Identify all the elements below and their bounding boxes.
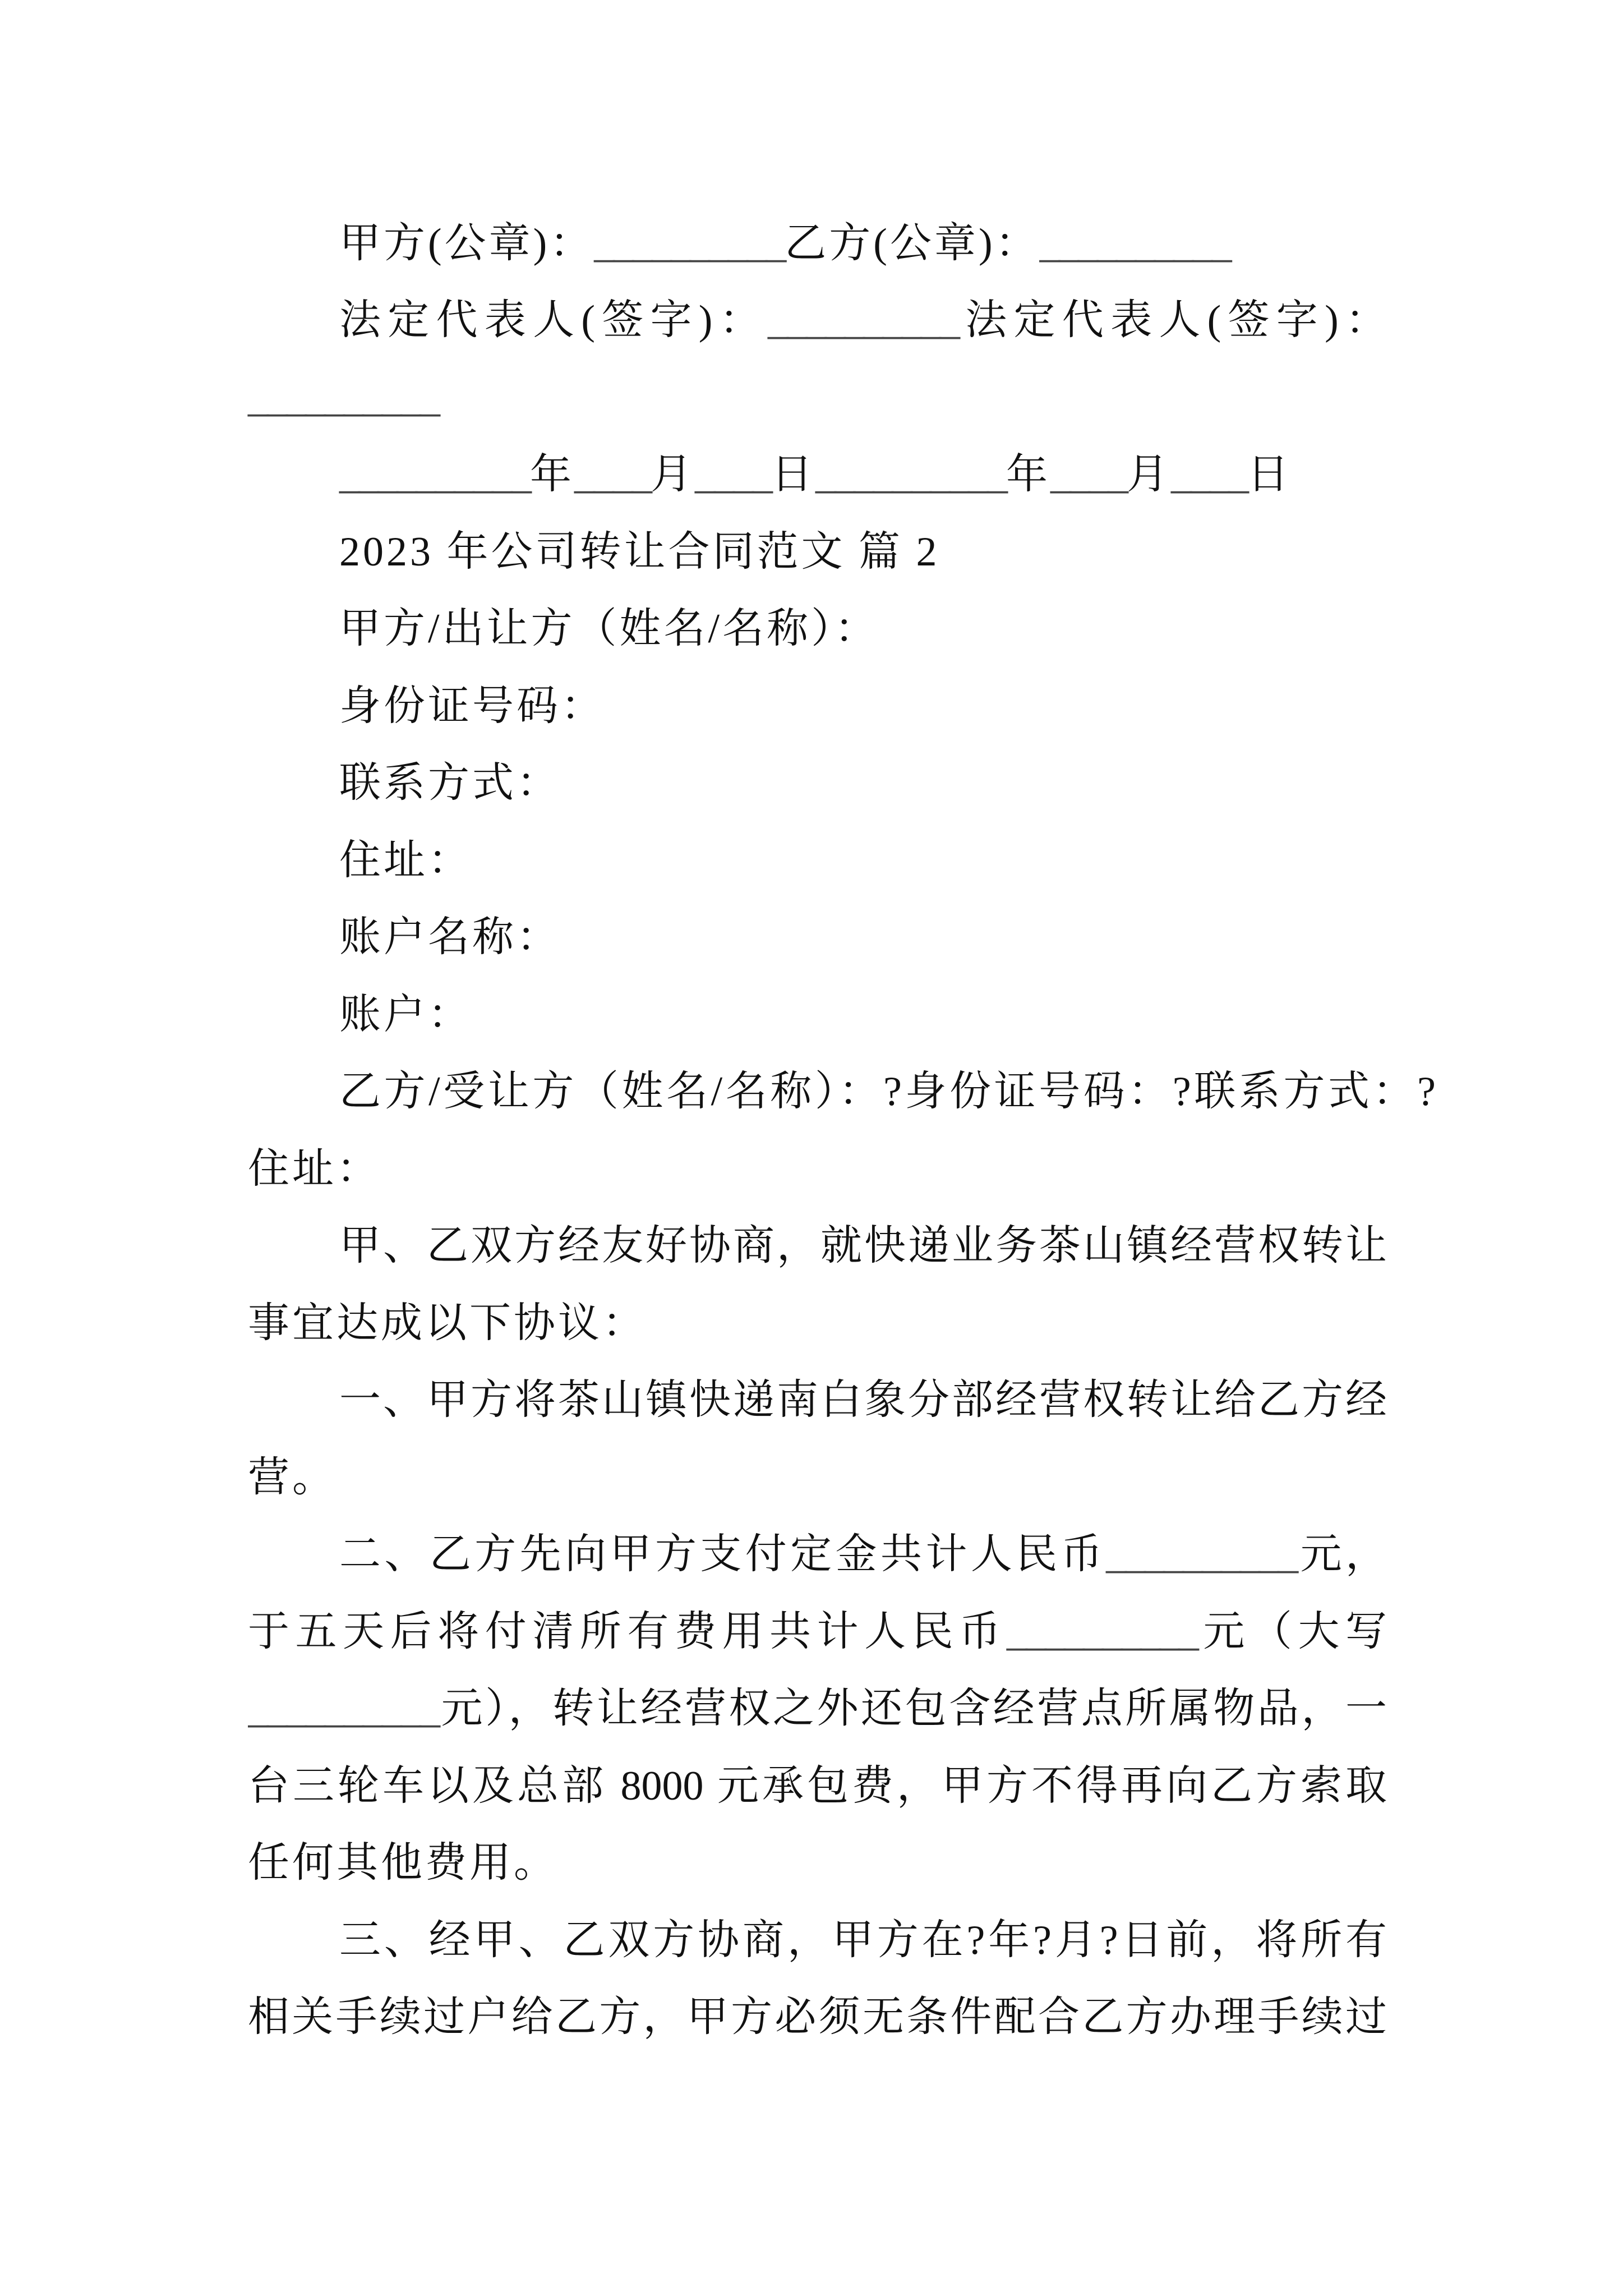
clause-2-deposit-text: 二、乙方先向甲方支付定金共计人民币 xyxy=(339,1531,1106,1577)
date-line xyxy=(339,447,1292,503)
party-b-month-unit: 月 xyxy=(1127,452,1171,498)
party-a-representative-label: 法定代表人(签字)： xyxy=(339,297,768,343)
party-b-representative-label: 法定代表人(签字)： xyxy=(958,297,1387,343)
representative-line xyxy=(339,292,1387,348)
party-a-contact-label: 联系方式： xyxy=(339,760,561,806)
party-b-seal-blank: __________ xyxy=(1039,220,1230,266)
clause-2-line-5: 任何其他费用。 xyxy=(248,1840,558,1886)
party-b-year-unit: 年 xyxy=(1006,452,1050,498)
clause-2-total-text: 于五天后将付清所有费用共计人民币 xyxy=(248,1609,1007,1655)
party-a-representative-blank: __________ xyxy=(768,297,958,343)
clause-2-total-unit: 元（大写 xyxy=(1197,1609,1387,1655)
party-b-representative-blank: __________ xyxy=(248,375,439,421)
clause-1-line-1: 一、甲方将茶山镇快递南白象分部经营权转让给乙方经 xyxy=(339,1377,1387,1423)
deposit-amount-blank: __________ xyxy=(1106,1531,1297,1577)
party-b-seal-label: 乙方(公章)： xyxy=(785,220,1040,266)
party-a-year-unit: 年 xyxy=(530,452,574,498)
party-a-seal-label: 甲方(公章)： xyxy=(339,220,594,266)
uppercase-amount-blank: __________ xyxy=(248,1686,439,1732)
party-a-name-label: 甲方/出让方（姓名/名称）： xyxy=(339,606,879,652)
party-b-info-line: 乙方/受让方（姓名/名称）：?身份证号码：?联系方式：? xyxy=(339,1069,1436,1115)
clause-1-line-2: 营。 xyxy=(248,1455,336,1501)
party-b-day-blank: ____ xyxy=(1171,452,1247,498)
document-title: 2023 年公司转让合同范文 篇 2 xyxy=(339,529,940,575)
clause-2-line-2 xyxy=(248,1604,1387,1660)
party-b-year-blank: __________ xyxy=(815,452,1006,498)
party-b-month-blank: ____ xyxy=(1050,452,1127,498)
total-amount-blank: __________ xyxy=(1006,1609,1197,1655)
preamble-line-2: 事宜达成以下协议： xyxy=(248,1300,647,1346)
clause-2-line-4: 台三轮车以及总部 8000 元承包费，甲方不得再向乙方索取 xyxy=(248,1763,1387,1809)
clause-2-deposit-unit: 元， xyxy=(1297,1531,1387,1577)
party-a-seal-blank: __________ xyxy=(594,220,785,266)
party-a-id-label: 身份证号码： xyxy=(339,683,605,729)
party-a-month-unit: 月 xyxy=(651,452,695,498)
clause-3-line-1: 三、经甲、乙双方协商，甲方在?年?月?日前，将所有 xyxy=(339,1917,1387,1963)
clause-2-line-3 xyxy=(248,1681,1387,1737)
clause-2-line-1 xyxy=(339,1526,1387,1582)
party-a-year-blank: __________ xyxy=(339,452,530,498)
representative-line-continued xyxy=(248,370,439,426)
party-a-day-unit: 日 xyxy=(771,452,815,498)
clause-2-included-items-text: 元），转让经营权之外还包含经营点所属物品，一 xyxy=(439,1686,1387,1732)
party-b-address-label: 住址： xyxy=(248,1146,381,1192)
party-a-month-blank: ____ xyxy=(574,452,651,498)
preamble-line-1: 甲、乙双方经友好协商，就快递业务茶山镇经营权转让 xyxy=(339,1223,1387,1269)
clause-3-line-2: 相关手续过户给乙方，甲方必须无条件配合乙方办理手续过 xyxy=(248,1994,1387,2040)
seal-line xyxy=(339,215,1230,272)
party-b-day-unit: 日 xyxy=(1247,452,1292,498)
party-a-address-label: 住址： xyxy=(339,838,472,884)
party-a-day-blank: ____ xyxy=(695,452,771,498)
party-a-account-label: 账户： xyxy=(339,992,472,1038)
party-a-account-name-label: 账户名称： xyxy=(339,914,561,960)
